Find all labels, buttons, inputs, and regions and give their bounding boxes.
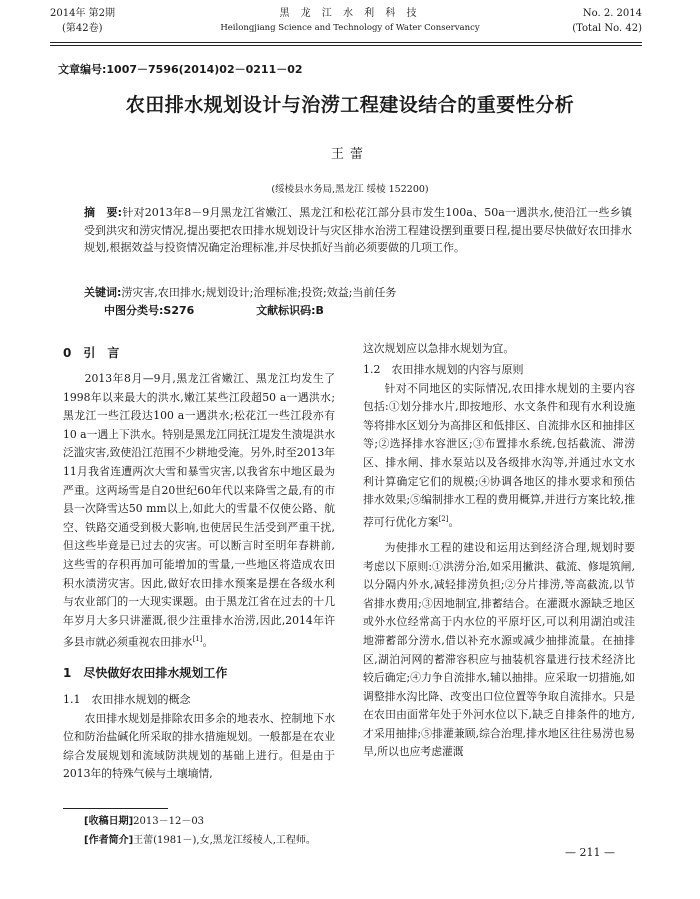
author-bio [84,831,316,850]
header-year-issue: 2014年 第2期 [50,8,115,19]
section-0-heading: 0 引 言 [63,346,120,360]
header-no: No. 2. 2014 [582,8,642,19]
section-1-2-text-1: 针对不同地区的实际情况,农田排水规划的主要内容包括:①划分排水片,即按地形、水文条件和现有水利设施等将排水区划分为高排区和低排区、自流排水区和抽排区等;②选择排水容泄区;③布置排水系统,包括截流、滞涝区、排水闸、排水泵站以及各级排水沟等,并通过水文水利计算确定它们的规模;④协调各地区的排水要求和预估排水效果;⑤编制排水工程的费用概算,并进行方案比较,推荐可行优化方案 [363,381,635,529]
author-affiliation: (绥棱县水务局,黑龙江 绥棱 152200) [271,184,429,195]
doc-code-value: B [315,304,324,317]
section-1-heading: 1 尽快做好农田排水规划工作 [63,665,228,680]
section-1-2-heading: 1.2 农田排水规划的内容与原则 [363,362,524,376]
keywords-text: 涝灾害,农田排水;规划设计;治理标准;投资;效益;当前任务 [121,286,397,299]
clc-value: S276 [163,304,195,317]
page-number: — 211 — [565,846,615,859]
journal-name-cn: 黑 龙 江 水 利 科 技 [279,8,421,19]
keywords-label: 关键词: [84,286,122,299]
section-0-end: 。 [202,635,214,649]
classification-line [104,302,324,319]
header-volume: (第42卷) [62,23,103,34]
section-1-2-paragraph-1 [363,380,635,532]
clc-label: 中图分类号: [104,304,164,317]
author-bio-label: [作者简介] [84,835,134,846]
left-column [63,340,335,784]
paper-title: 农田排水规划设计与治涝工程建设结合的重要性分析 [125,94,575,116]
received-value: 2013－12－03 [133,816,205,827]
citation-1: [1] [192,635,203,644]
author-name: 王蕾 [330,147,369,162]
header-rule-thick [50,42,642,43]
section-0-paragraph [63,370,335,653]
journal-name-en: Heilongjiang Science and Technology of Water Conservancy [220,23,480,33]
article-number: 文章编号:1007－7596(2014)02－0211－02 [58,63,303,76]
section-1-1-paragraph: 农田排水规划是排除农田多余的地表水、控制地下水位和防治盐碱化所采取的排水措施规划。一般都是在农业综合发展规划和流域防洪规划的基础上进行。但是由于2013年的特殊气候与土壤墒情, [63,711,335,781]
abstract-text: 针对2013年8－9月黑龙江省嫩江、黑龙江和松花江部分县市发生100a、50a一遇洪水,使沿江一些乡镇受到洪灾和涝灾情况,提出要把农田排水规划设计与灾区排水治涝工程建设摆到重要日程,提出要尽快做好农田排水规划,根据效益与投资情况确定治理标准,并尽快抓好当前必须要做的几项工作。 [84,206,632,254]
received-label: [收稿日期] [84,816,134,827]
right-column [363,340,635,762]
section-1-1-heading: 1.1 农田排水规划的概念 [63,692,191,706]
header-number [572,6,642,36]
doc-code-label: 文献标识码: [256,304,316,317]
author-bio-value: 王蕾(1981－),女,黑龙江绥棱人,工程师。 [133,835,316,846]
continued-paragraph: 这次规划应以急排水规划为宜。 [363,342,515,355]
keywords [84,284,632,301]
abstract [84,204,632,257]
citation-2: [2] [438,514,449,523]
header-total-no: (Total No. 42) [572,23,642,34]
section-0-text: 2013年8月—9月,黑龙江省嫩江、黑龙江均发生了1998年以来最大的洪水,嫩江某些江段超50 a一遇洪水;黑龙江一些江段达100 a一遇洪水;松花江一些江段亦有10 a一遇上下洪水。特别是黑龙江同抚江堤发生溃堤洪水泛滥灾害,致使沿江范围不少耕地受淹。另外,时至2013年11月我省连遭两次大雪和暴雪灾害,以我省东中地区最为严重。这两场雪是自20世纪60年代以来降雪之最,有的市县一次降雪达50 mm以上,如此大的雪量不仅使公路、航空、铁路交通受到极大影响,也使居民生活受到严重干扰,但这些毕竟是已过去的灾害。可以断言时至明年春耕前,这些雪的存积再加可能增加的雪量,一些地区将造成农田积水渍涝灾害。因此,做好农田排水预案是摆在各级水利与农业部门的一大现实课题。由于黑龙江省在过去的十几年岁月大多只讲灌溉,很少注重排水治涝,因此,2014年许多县市就必须重视农田排水 [63,372,335,649]
section-1-2-paragraph-2: 为使排水工程的建设和运用达到经济合理,规划时要考虑以下原则:①洪涝分治,如采用撇洪、截流、修堤筑闸,以分隔内外水,减轻排涝负担;②分片排涝,等高截流,以节省排水费用;③因地制宜,排蓄结合。在灌溉水源缺乏地区或外水位经常高于内水位的平原圩区,可以利用湖泊或洼地滞蓄部分涝水,借以补充水源或减少抽排流量。在抽排区,湖泊河网的蓄滞容积应与抽装机容量进行技术经济比较后确定;④力争自流排水,辅以抽排。应采取一切措施,如调整排水沟比降、改变出口位位置等争取自流排水。只是在农田由面常年处于外河水位以下,缺乏自排条件的地方,才采用抽排;⑤排灌兼顾,综合治理,排水地区往往易涝也易旱,所以也应考虑灌溉 [363,540,635,759]
header-rule-thin [50,45,642,46]
footnote-rule [63,808,168,809]
section-1-2-end-1: 。 [448,515,460,529]
abstract-label: 摘 要: [84,206,123,219]
received-date [84,812,316,831]
footnotes [84,812,316,850]
